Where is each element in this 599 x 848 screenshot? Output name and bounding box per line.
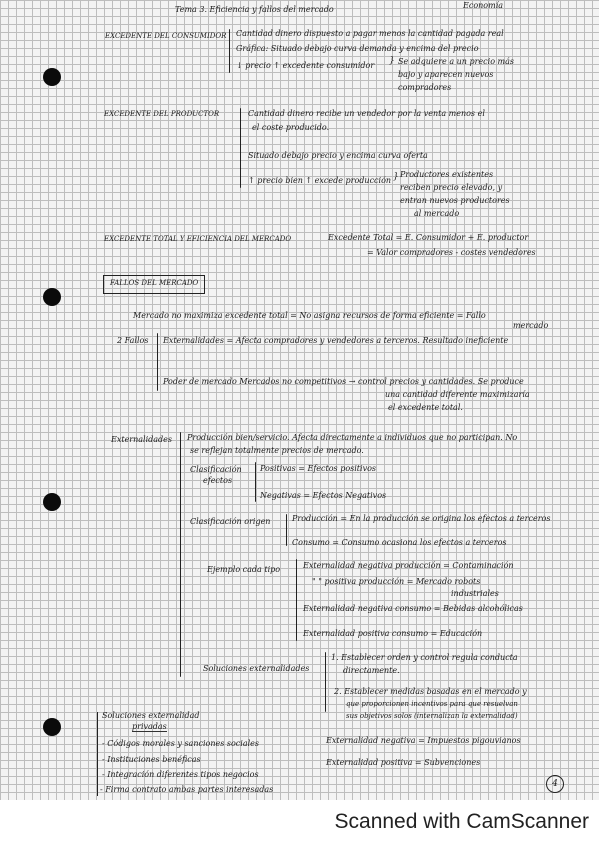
productor-grafica: Situado debajo precio y encima curva oferta (248, 151, 428, 160)
ejemplo-2: " " positiva producción = Mercado robots (312, 577, 481, 586)
origen-produccion: Producción = En la producción se origina los efectos a terceros (292, 514, 551, 523)
ejemplo-2b: industriales (451, 589, 499, 598)
binder-hole (43, 493, 61, 511)
privada-item-4: - Firma contrato ambas partes interesadas (100, 785, 274, 794)
brace (255, 462, 256, 502)
origen-consumo: Consumo = Consumo ocasiona los efectos a terceros (292, 538, 507, 547)
privadas-heading: Soluciones externalidad (102, 711, 200, 720)
productor-nota-2: reciben precio elevado, y (400, 183, 503, 192)
ejemplo-4: Externalidad positiva consumo = Educación (303, 629, 483, 638)
brace (325, 652, 326, 712)
solucion-2: 2. Establecer medidas basadas en el mercado y (334, 687, 527, 696)
productor-nota-1: Productores existentes (400, 170, 494, 179)
brace (240, 108, 241, 188)
fallos-intro-2: mercado (513, 321, 549, 330)
fallo-externalidades: Externalidades = Afecta compradores y vendedores a terceros. Resultado ineficiente (163, 336, 509, 345)
clasificacion-origen: Clasificación origen (190, 517, 271, 526)
productor-nota-4: al mercado (414, 209, 460, 218)
productor-nota-3: entran nuevos productores (400, 196, 510, 205)
productor-definition-2: el coste producido. (252, 123, 330, 132)
binder-hole (43, 288, 61, 306)
small-brace: } (389, 56, 395, 66)
scanner-watermark: Scanned with CamScanner (334, 810, 589, 833)
ejemplo-1: Externalidad negativa producción = Contaminación (303, 561, 514, 570)
privada-item-1: - Códigos morales y sanciones sociales (102, 739, 259, 748)
brace (157, 333, 158, 391)
externalidades-heading: Externalidades (111, 435, 173, 444)
binder-hole (43, 718, 61, 736)
binder-hole (43, 68, 61, 86)
excedente-consumidor-heading: EXCEDENTE DEL CONSUMIDOR (105, 32, 227, 40)
externalidades-definicion-2: se reflejan totalmente precios de mercado. (190, 446, 364, 455)
brace (296, 559, 297, 641)
privadas-heading-2: privadas (132, 722, 167, 731)
fallo-poder-mercado-2: una cantidad diferente maximizaría (385, 390, 530, 399)
fallos-heading: FALLOS DEL MERCADO (110, 279, 199, 287)
consumidor-nota-1: Se adquiere a un precio más (398, 57, 515, 66)
solucion-2c: sus objetivos solos (internalizan la externalidad) (346, 712, 518, 720)
fallos-intro: Mercado no maximiza excedente total = No asigna recursos de forma eficiente = Fallo (133, 311, 486, 320)
consumidor-nota-2: bajo y aparecen nuevos (398, 70, 494, 79)
subject-label: Economía (463, 1, 504, 10)
ejemplo-3: Externalidad negativa consumo = Bebidas alcohólicas (303, 604, 523, 613)
fallo-poder-mercado: Poder de mercado Mercados no competitivos → control precios y cantidades. Se produce (163, 377, 524, 386)
brace (286, 514, 287, 546)
page-title: Tema 3. Eficiencia y fallos del mercado (175, 5, 334, 14)
private-bracket (97, 712, 99, 796)
small-brace: } (393, 172, 399, 182)
solucion-1: 1. Establecer orden y control regula conducta (331, 653, 518, 662)
excedente-total-valor: = Valor compradores - costes vendedores (367, 248, 536, 257)
consumidor-precio: ↓ precio ↑ excedente consumidor (236, 61, 375, 70)
consumidor-grafica: Gráfica: Situado debajo curva demanda y encima del precio (236, 44, 479, 53)
excedente-productor-heading: EXCEDENTE DEL PRODUCTOR (104, 110, 220, 118)
solucion-1b: directamente. (343, 666, 400, 675)
privada-item-3: - Integración diferentes tipos negocios (102, 770, 259, 779)
clasificacion-efectos: Clasificación (190, 465, 242, 474)
brace (180, 432, 181, 677)
negativas: Negativas = Efectos Negativos (260, 491, 387, 500)
solucion-positiva: Externalidad positiva = Subvenciones (326, 758, 481, 767)
consumidor-nota-3: compradores (398, 83, 452, 92)
solucion-2b: que proporcionen incentivos para que resuelvan (346, 700, 518, 708)
solucion-negativa: Externalidad negativa = Impuestos pigouvianos (326, 736, 521, 745)
productor-definition-1: Cantidad dinero recibe un vendedor por la venta menos el (248, 109, 485, 118)
excedente-total-heading: EXCEDENTE TOTAL Y EFICIENCIA DEL MERCADO (104, 235, 292, 243)
excedente-total-formula: Excedente Total = E. Consumidor + E. productor (328, 233, 529, 242)
consumidor-definition: Cantidad dinero dispuesto a pagar menos la cantidad pagada real (236, 29, 504, 38)
productor-precio: ↑ precio bien ↑ excede producción (248, 176, 392, 185)
clasificacion-efectos-2: efectos (203, 476, 233, 485)
page-number: 4 (546, 775, 564, 793)
positivas: Positivas = Efectos positivos (260, 464, 377, 473)
ejemplo-cada-tipo: Ejemplo cada tipo (207, 565, 281, 574)
dos-fallos-label: 2 Fallos (117, 336, 149, 345)
fallo-poder-mercado-3: el excedente total. (388, 403, 463, 412)
brace (229, 29, 230, 73)
privada-item-2: - Instituciones benéficas (102, 755, 201, 764)
soluciones-externalidades: Soluciones externalidades (203, 664, 310, 673)
externalidades-definicion-1: Producción bien/servicio. Afecta directamente a individuos que no participan. No (187, 433, 518, 442)
